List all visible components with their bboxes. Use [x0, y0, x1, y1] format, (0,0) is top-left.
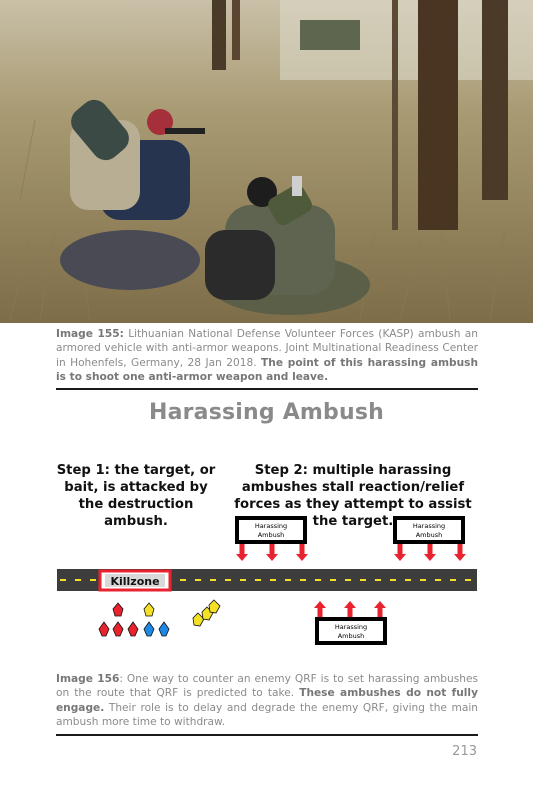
image-156-label: Image 156	[56, 673, 120, 685]
unit-red-1	[113, 603, 123, 616]
image-156-caption	[56, 672, 478, 729]
unit-red-3	[113, 622, 123, 636]
killzone-label: Killzone	[110, 575, 160, 588]
harassing-ambush-box-1	[237, 518, 305, 542]
image-155-bold: The point of this harassing ambush is to shoot one anti-armor weapon and leave.	[56, 356, 478, 383]
divider-top	[56, 388, 478, 390]
image-156-text-2: Their role is to delay and degrade the enemy QRF, giving the main ambush more time to withdraw.	[56, 701, 478, 728]
page-number: 213	[452, 744, 477, 759]
unit-red-4	[128, 622, 138, 636]
box3-label-line2: Ambush	[337, 632, 365, 640]
ambush-diagram	[0, 505, 533, 655]
arrow-down	[424, 544, 436, 561]
unit-yellow-4	[209, 600, 220, 613]
image-156-text-1: : One way to counter an enemy QRF is to set harassing ambushes on the route that QRF is predicted to take.	[56, 673, 478, 700]
box2-label-line1: Harassing	[412, 522, 446, 530]
harassing-ambush-box-2	[395, 518, 463, 542]
arrow-down	[236, 544, 248, 561]
arrow-down	[454, 544, 466, 561]
photo-illustration	[0, 0, 533, 323]
unit-yellow-1	[144, 603, 154, 616]
image-156-bold: These ambushes do not fully engage.	[56, 687, 478, 714]
image-155-caption	[56, 327, 478, 384]
arrow-up	[374, 601, 386, 618]
box1-label-line2: Ambush	[257, 531, 285, 539]
step-2-text: Step 2: multiple harassing ambushes stall reaction/relief forces as they attempt to assist the target.	[234, 463, 472, 529]
arrow-up	[314, 601, 326, 618]
unit-symbols	[99, 600, 220, 636]
arrow-down	[266, 544, 278, 561]
unit-blue-1	[144, 622, 154, 636]
box1-label-line1: Harassing	[254, 522, 288, 530]
harassing-ambush-box-3	[317, 619, 385, 643]
unit-red-2	[99, 622, 109, 636]
diagram-title: Harassing Ambush	[148, 400, 385, 425]
unit-blue-2	[159, 622, 169, 636]
divider-bottom	[56, 734, 478, 736]
box3-label-line1: Harassing	[334, 623, 368, 631]
image-155-text: Lithuanian National Defense Volunteer Forces (KASP) ambush an armored vehicle with anti-armor weapons. Joint Multinational Readiness Center in Hohenfels, Germany, 28 Jan 2018.	[56, 328, 478, 369]
arrow-down	[296, 544, 308, 561]
arrow-up	[344, 601, 356, 618]
box2-label-line2: Ambush	[415, 531, 443, 539]
step-1-text: Step 1: the target, or bait, is attacked by the destruction ambush.	[56, 463, 216, 529]
arrow-down	[394, 544, 406, 561]
killzone-box	[100, 571, 170, 590]
image-155-label: Image 155:	[56, 328, 124, 340]
photo-ambush	[0, 0, 533, 323]
